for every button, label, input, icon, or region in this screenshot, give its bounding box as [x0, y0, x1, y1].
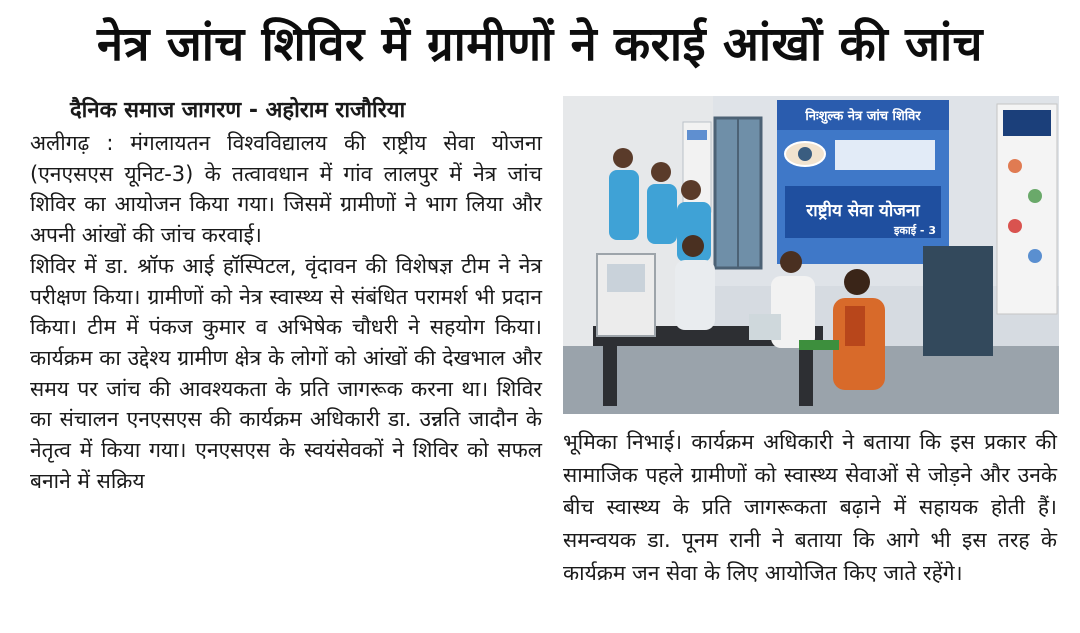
news-photo	[563, 96, 1059, 414]
headline: नेत्र जांच शिविर में ग्रामीणों ने कराई आंखों की जांच	[96, 17, 984, 72]
article-column-left	[30, 128, 542, 496]
banner-mid-text: राष्ट्रीय सेवा योजना	[806, 201, 920, 221]
banner-unit-text: इकाई - 3	[894, 224, 936, 237]
byline: दैनिक समाज जागरण - अहोराम राजौरिया	[70, 98, 406, 123]
article-paragraph: शिविर में डा. श्रॉफ आई हॉस्पिटल, वृंदावन की विशेषज्ञ टीम ने नेत्र परीक्षण किया। ग्रामीणों को नेत्र स्वास्थ्य से संबंधित परामर्श भी प्रदान किया। टीम में पंकज कुमार व अभिषेक चौधरी ने सहयोग किया। कार्यक्रम का उद्देश्य ग्रामीण क्षेत्र के लोगों को आंखों की देखभाल और समय पर जांच की आवश्यकता के प्रति जागरूक करना था। शिविर का संचालन एनएसएस की कार्यक्रम अधिकारी डा. उन्नति जादौन के नेतृत्व में किया गया। एनएसएस के स्वयंसेवकों ने शिविर को सफल बनाने में सक्रिय	[30, 253, 542, 493]
article-paragraph: अलीगढ़ : मंगलायतन विश्वविद्यालय की राष्ट्रीय सेवा योजना (एनएसएस यूनिट-3) के तत्वावधान में गांव लालपुर में नेत्र जांच शिविर का आयोजन किया गया। जिसमें ग्रामीणों ने भाग लिया और अपनी आंखों की जांच करवाई।	[30, 131, 542, 248]
photo-illustration	[563, 96, 1059, 414]
banner-top-text: निःशुल्क नेत्र जांच शिविर	[805, 109, 921, 124]
article-paragraph: भूमिका निभाई। कार्यक्रम अधिकारी ने बताया कि इस प्रकार की सामाजिक पहले ग्रामीणों को स्वास्थ्य सेवाओं से जोड़ने और उनके बीच स्वास्थ्य के प्रति जागरूकता बढ़ाने में सहायक होती हैं। समन्वयक डा. पूनम रानी ने बताया कि आगे भी इस तरह के कार्यक्रम जन सेवा के लिए आयोजित किए जाते रहेंगे।	[563, 430, 1057, 585]
article-column-right	[563, 426, 1057, 590]
